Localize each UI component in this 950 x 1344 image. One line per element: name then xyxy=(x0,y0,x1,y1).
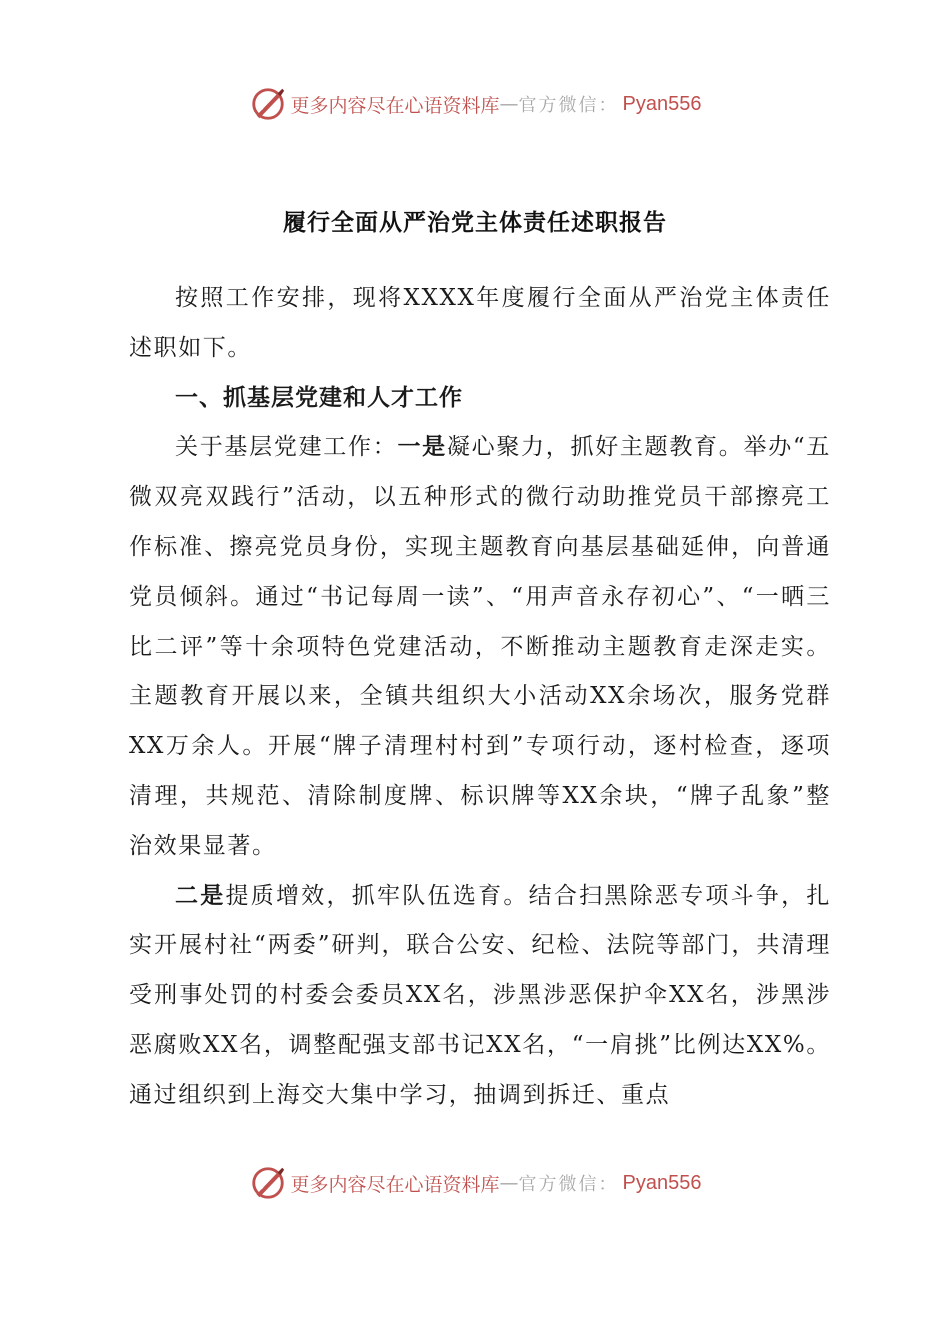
section-heading: 一、抓基层党建和人才工作 xyxy=(175,384,463,411)
paragraph-1-prefix: 关于基层党建工作： xyxy=(175,434,398,461)
banner-wechat-id: Pyan556 xyxy=(622,1171,702,1194)
paragraph-1 xyxy=(129,423,831,871)
paragraph-1-bold: 一是 xyxy=(397,434,447,461)
banner-wechat-label: 官方微信： xyxy=(518,95,619,116)
paragraph-2-bold: 二是 xyxy=(175,882,226,909)
pen-logo-icon xyxy=(249,85,287,123)
banner-separator: — xyxy=(499,93,519,115)
paragraph-2 xyxy=(129,872,831,1121)
header-banner xyxy=(0,82,950,126)
document-body xyxy=(129,274,831,1121)
pen-logo-icon xyxy=(249,1164,287,1202)
banner-separator: — xyxy=(499,1172,519,1194)
document-title: 履行全面从严治党主体责任述职报告 xyxy=(283,210,667,236)
banner-brand-text: 更多内容尽在心语资料库 xyxy=(290,1173,500,1196)
banner-wechat-label: 官方微信： xyxy=(518,1174,619,1195)
paragraph-1-body: 凝心聚力，抓好主题教育。举办“五微双亮双践行”活动，以五种形式的微行动助推党员干部擦亮工作标准、擦亮党员身份，实现主题教育向基层基础延伸，向普通党员倾斜。通过“书记每周一读”、“用声音永存初心”、“一晒三比二评”等十余项特色党建活动，不断推动主题教育走深走实。主题教育开展以来，全镇共组织大小活动XX余场次，服务党群XX万余人。开展“牌子清理村村到”专项行动，逐村检查，逐项清理，共规范、清除制度牌、标识牌等XX余块，“牌子乱象”整治效果显著。 xyxy=(129,434,831,859)
footer-banner xyxy=(0,1161,950,1205)
banner-wechat-id: Pyan556 xyxy=(622,92,702,115)
intro-paragraph: 按照工作安排，现将XXXX年度履行全面从严治党主体责任述职如下。 xyxy=(129,285,831,361)
banner-brand-text: 更多内容尽在心语资料库 xyxy=(290,94,500,117)
paragraph-2-body: 提质增效，抓牢队伍选育。结合扫黑除恶专项斗争，扎实开展村社“两委”研判，联合公安、纪检、法院等部门，共清理受刑事处罚的村委会委员XX名，涉黑涉恶保护伞XX名，涉黑涉恶腐败XX名，调整配强支部书记XX名，“一肩挑”比例达XX%。通过组织到上海交大集中学习，抽调到拆迁、重点 xyxy=(129,882,831,1108)
